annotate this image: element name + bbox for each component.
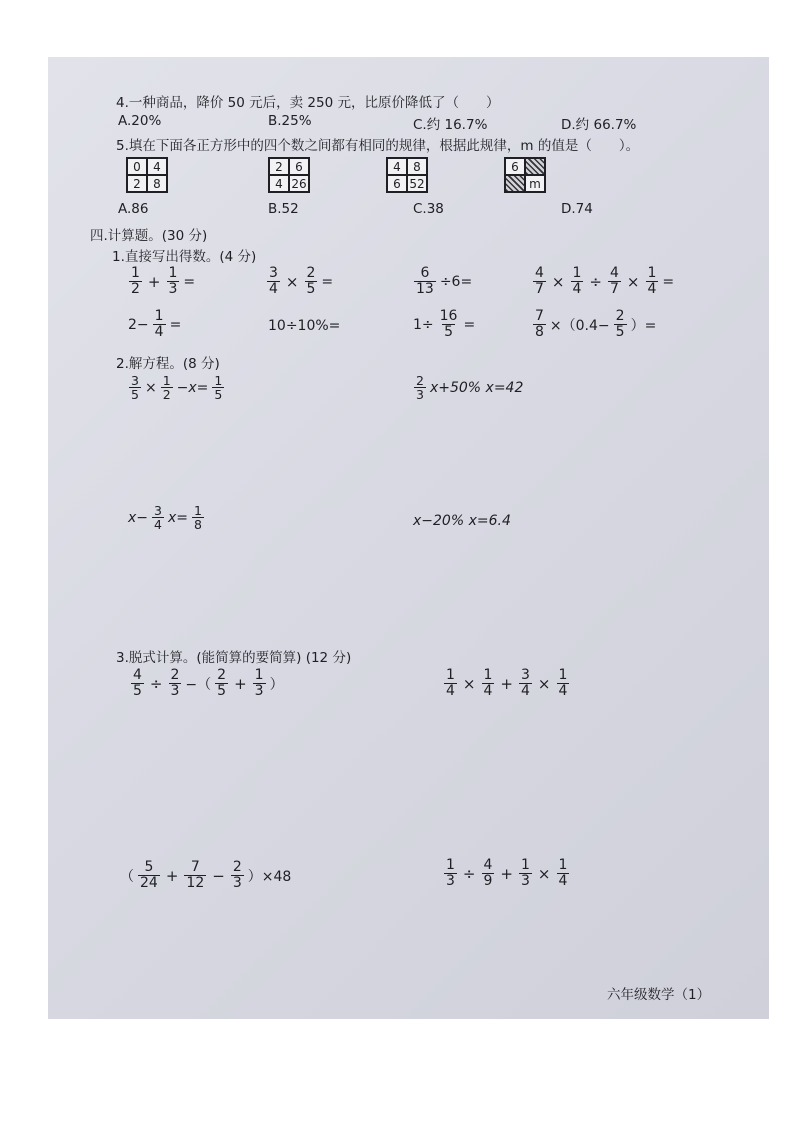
fraction: $\frac{2}{3}$	[416, 373, 424, 402]
p3-expr-a: $\frac{4}{5}$ ÷ $\frac{2}{3}$ −（ $\frac{2}{5}$ + $\frac{1}{3}$ ）	[133, 667, 284, 699]
section-4-title: 四.计算题。(30 分)	[90, 228, 208, 244]
p3-expr-c: （ $\frac{5}{24}$ + $\frac{7}{12}$ − $\frac{2}{3}$ ）×48	[120, 859, 292, 891]
p3-expr-d: $\frac{1}{3}$ ÷ $\frac{4}{9}$ + $\frac{1}{3}$ × $\frac{1}{4}$	[446, 857, 568, 889]
q4-option-a: A.20%	[118, 113, 162, 129]
fraction: $\frac{2}{3}$	[170, 667, 180, 699]
q5-option-d: D.74	[561, 201, 593, 217]
grid-cell: 8	[147, 175, 167, 192]
grid-cell: 4	[269, 175, 289, 192]
fraction: $\frac{16}{5}$	[439, 308, 458, 340]
p1-expr-c: $\frac{6}{13}$ ÷6=	[416, 265, 473, 297]
fraction: $\frac{4}{9}$	[483, 857, 493, 889]
fraction: $\frac{1}{4}$	[483, 667, 493, 699]
fraction: $\frac{1}{5}$	[214, 373, 223, 402]
grid-cell: m	[525, 175, 545, 192]
p2-equation-d: x−20% x=6.4	[413, 513, 511, 529]
q4-option-b: B.25%	[268, 113, 312, 129]
q5-grid-4	[504, 157, 546, 193]
hatched-cell	[525, 158, 545, 175]
grid-cell: 52	[407, 175, 427, 192]
grid-cell: 26	[289, 175, 309, 192]
p1-expr-f: 10÷10%=	[268, 318, 341, 334]
fraction: $\frac{1}{3}$	[446, 857, 455, 889]
q5-option-b: B.52	[268, 201, 299, 217]
grid-cell: 2	[269, 158, 289, 175]
q5-stem: 5.填在下面各正方形中的四个数之间都有相同的规律，根据此规律，m 的值是（ ）。	[116, 138, 640, 154]
q5-grid-2	[268, 157, 310, 193]
grid-cell: 2	[127, 175, 147, 192]
grid-cell: 0	[127, 158, 147, 175]
fraction: $\frac{7}{12}$	[186, 859, 205, 891]
p1-expr-a: $\frac{1}{2}$ + $\frac{1}{3}$ =	[131, 265, 196, 297]
p3-expr-b: $\frac{1}{4}$ × $\frac{1}{4}$ + $\frac{3}{4}$ × $\frac{1}{4}$	[446, 667, 568, 699]
fraction: $\frac{1}{4}$	[446, 667, 455, 699]
fraction: $\frac{3}{5}$	[131, 373, 139, 402]
q5-option-a: A.86	[118, 201, 149, 217]
fraction: $\frac{1}{2}$	[131, 265, 140, 297]
fraction: $\frac{2}{5}$	[217, 667, 227, 699]
q5-grid-1	[126, 157, 168, 193]
fraction: $\frac{2}{5}$	[615, 308, 625, 340]
p1-expr-d: $\frac{4}{7}$ × $\frac{1}{4}$ ÷ $\frac{4}{7}$ × $\frac{1}{4}$ =	[535, 265, 675, 297]
grid-cell: 4	[387, 158, 407, 175]
fraction: $\frac{1}{8}$	[193, 503, 202, 532]
part-2-title: 2.解方程。(8 分)	[116, 356, 220, 372]
p2-equation-a: $\frac{3}{5}$ × $\frac{1}{2}$ −x= $\frac{1}{5}$	[131, 373, 223, 402]
fraction: $\frac{2}{5}$	[306, 265, 316, 297]
part-1-title: 1.直接写出得数。(4 分)	[112, 249, 257, 265]
fraction: $\frac{1}{4}$	[558, 667, 568, 699]
q5-grid-3	[386, 157, 428, 193]
grid-cell: 6	[289, 158, 309, 175]
hatched-cell	[505, 175, 525, 192]
fraction: $\frac{1}{4}$	[572, 265, 582, 297]
fraction: $\frac{2}{3}$	[232, 859, 242, 891]
p1-expr-g: 1÷ $\frac{16}{5}$ =	[413, 308, 476, 340]
fraction: $\frac{3}{4}$	[521, 667, 530, 699]
fraction: $\frac{1}{3}$	[168, 265, 178, 297]
p2-equation-c: x− $\frac{3}{4}$ x= $\frac{1}{8}$	[128, 503, 202, 532]
fraction: $\frac{1}{3}$	[521, 857, 530, 889]
fraction: $\frac{4}{7}$	[535, 265, 544, 297]
q5-option-c: C.38	[413, 201, 444, 217]
fraction: $\frac{4}{5}$	[133, 667, 142, 699]
grid-cell: 4	[147, 158, 167, 175]
q4-option-d: D.约 66.7%	[561, 117, 637, 133]
grid-cell: 6	[387, 175, 407, 192]
fraction: $\frac{1}{4}$	[558, 857, 568, 889]
p1-expr-e: 2− $\frac{1}{4}$ =	[128, 308, 182, 340]
fraction: $\frac{4}{7}$	[610, 265, 619, 297]
q4-stem: 4.一种商品，降价 50 元后，卖 250 元，比原价降低了（ ）	[116, 95, 500, 111]
part-3-title: 3.脱式计算。(能简算的要简算) (12 分)	[116, 650, 352, 666]
grid-cell: 6	[505, 158, 525, 175]
p1-expr-h: $\frac{7}{8}$ ×（0.4− $\frac{2}{5}$ ）=	[535, 308, 657, 340]
fraction: $\frac{5}{24}$	[140, 859, 158, 891]
grid-cell: 8	[407, 158, 427, 175]
fraction: $\frac{3}{4}$	[154, 503, 162, 532]
fraction: $\frac{7}{8}$	[535, 308, 544, 340]
p1-expr-b: $\frac{3}{4}$ × $\frac{2}{5}$ =	[269, 265, 334, 297]
fraction: $\frac{1}{2}$	[162, 373, 171, 402]
fraction: $\frac{6}{13}$	[416, 265, 434, 297]
fraction: $\frac{1}{4}$	[154, 308, 164, 340]
page-footer-label: 六年级数学（1）	[607, 987, 711, 1003]
fraction: $\frac{3}{4}$	[269, 265, 278, 297]
fraction: $\frac{1}{4}$	[647, 265, 657, 297]
p2-equation-b: $\frac{2}{3}$ x+50% x=42	[416, 373, 524, 402]
q4-option-c: C.约 16.7%	[413, 117, 488, 133]
fraction: $\frac{1}{3}$	[254, 667, 264, 699]
